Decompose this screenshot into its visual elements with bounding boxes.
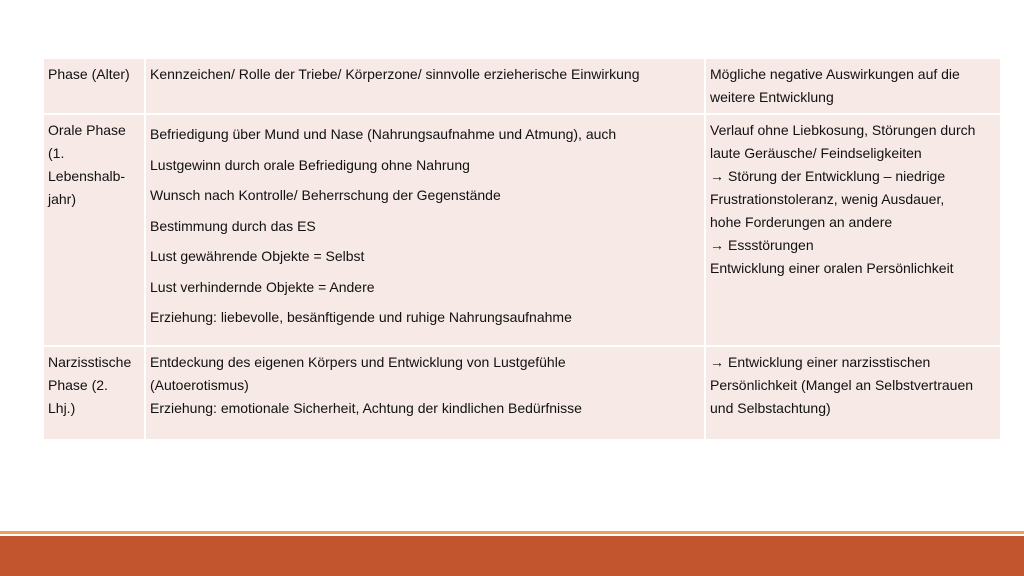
feature-line: Lust verhindernde Objekte = Andere [150, 278, 375, 295]
table-header-row [43, 58, 1001, 114]
effect-line: → Störung der Entwicklung – niedrige [710, 168, 946, 184]
phase-line: Narzisstische [48, 354, 132, 370]
header-effects: Mögliche negative Auswirkungen auf die weitere Entwicklung [705, 58, 1001, 114]
effect-line: Frustrationstoleranz, wenig Ausdauer, [710, 191, 945, 207]
phase-line: (1. [48, 145, 65, 161]
table-row [43, 346, 1001, 440]
effect-line: laute Geräusche/ Feindseligkeiten [710, 145, 922, 161]
feature-line: Befriedigung über Mund und Nase (Nahrungsaufnahme und Atmung), auch [150, 126, 617, 142]
phase-line: jahr) [48, 191, 77, 207]
effect-line: Entwicklung einer oralen Persönlichkeit [710, 260, 954, 276]
feature-line: Entdeckung des eigenen Körpers und Entwicklung von Lustgefühle [150, 354, 566, 370]
effect-line: hohe Forderungen an andere [710, 214, 893, 230]
feature-line: Bestimmung durch das ES [150, 217, 316, 234]
arrow-right-icon: → [710, 237, 724, 253]
table-row [43, 114, 1001, 346]
phase-line: Lebenshalb- [48, 168, 126, 184]
feature-line: Lust gewährende Objekte = Selbst [150, 248, 365, 264]
footer-bar [0, 536, 1024, 576]
feature-line: (Autoerotismus) [150, 377, 249, 393]
features-cell-oral [145, 114, 705, 346]
phase-table [42, 57, 1002, 441]
effect-line: → Entwicklung einer narzisstischen [710, 354, 931, 370]
effects-cell-narzisstisch [705, 346, 1001, 440]
feature-line: Lustgewinn durch orale Befriedigung ohne Nahrung [150, 156, 470, 173]
phase-cell-narzisstisch [43, 346, 145, 440]
effect-line: und Selbstachtung) [710, 400, 831, 416]
arrow-right-icon: → [710, 354, 724, 370]
effect-line: Verlauf ohne Liebkosung, Störungen durch [710, 122, 976, 138]
arrow-right-icon: → [710, 168, 724, 184]
effect-line: Persönlichkeit (Mangel an Selbstvertrauen [710, 377, 974, 393]
header-features: Kennzeichen/ Rolle der Triebe/ Körperzone/ sinnvolle erzieherische Einwirkung [145, 58, 705, 114]
effect-line: → Essstörungen [710, 237, 814, 253]
feature-line: Erziehung: emotionale Sicherheit, Achtung der kindlichen Bedürfnisse [150, 400, 582, 416]
effects-cell-oral [705, 114, 1001, 346]
phase-cell-oral [43, 114, 145, 346]
feature-line: Wunsch nach Kontrolle/ Beherrschung der Gegenstände [150, 187, 501, 203]
feature-line: Erziehung: liebevolle, besänftigende und ruhige Nahrungsaufnahme [150, 309, 572, 325]
phase-line: Phase (2. [48, 377, 108, 393]
header-phase: Phase (Alter) [43, 58, 145, 114]
phase-line: Lhj.) [48, 400, 76, 416]
footer-accent-line [0, 531, 1024, 534]
phase-line: Orale Phase [48, 122, 126, 138]
features-cell-narzisstisch [145, 346, 705, 440]
